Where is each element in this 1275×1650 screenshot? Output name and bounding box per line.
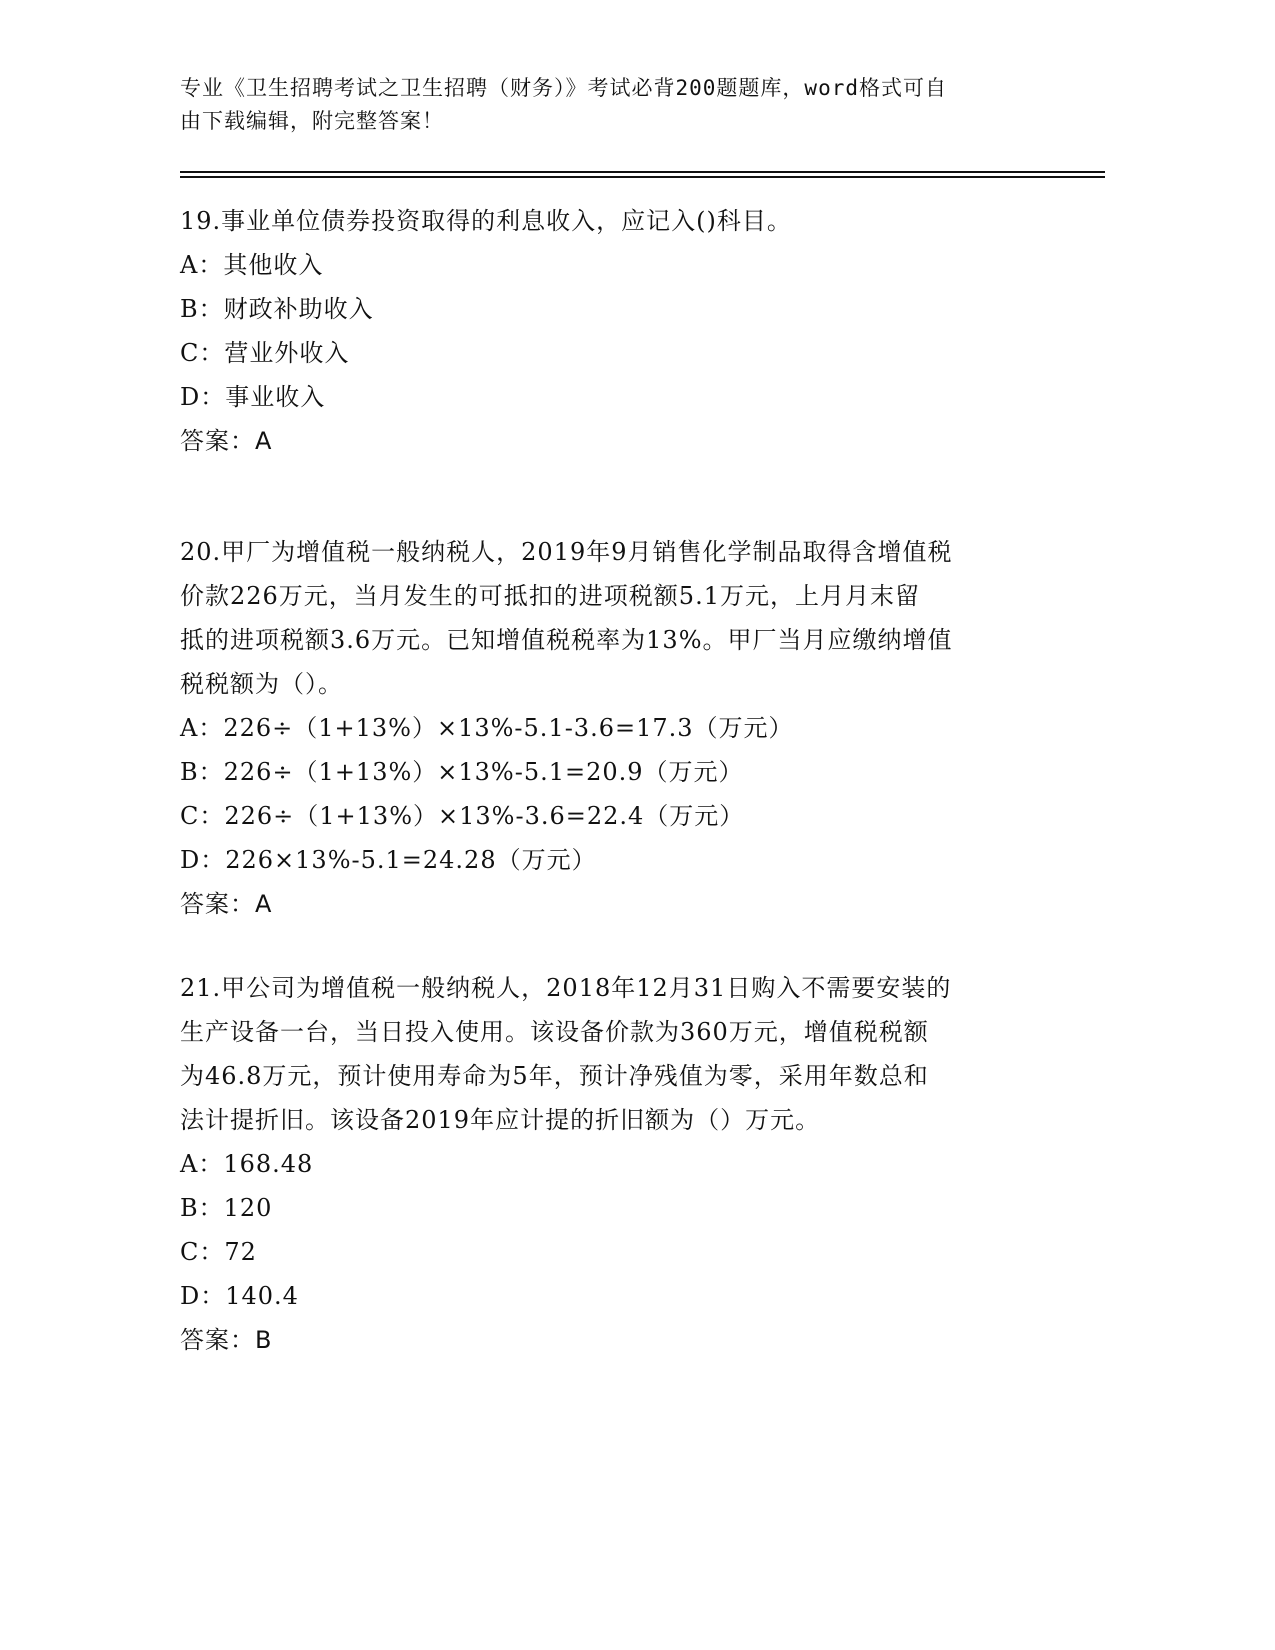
option-a: A：226÷（1+13%）×13%-5.1-3.6=17.3（万元）	[180, 714, 794, 742]
header-line: 由下载编辑，附完整答案！	[180, 109, 444, 133]
question-stem: 税税额为（）。	[180, 670, 343, 698]
header-divider-top	[180, 171, 1105, 173]
question-stem: 为46.8万元，预计使用寿命为5年，预计净残值为零，采用年数总和	[180, 1062, 929, 1090]
question-stem: 生产设备一台，当日投入使用。该设备价款为360万元，增值税税额	[180, 1018, 929, 1046]
answer-line: 答案：B	[180, 1326, 273, 1354]
answer-line: 答案：A	[180, 427, 273, 455]
question-20	[180, 530, 1040, 926]
document-header	[180, 72, 1050, 138]
option-b: B：财政补助收入	[180, 295, 374, 323]
option-d: D：事业收入	[180, 383, 326, 411]
question-stem: 法计提折旧。该设备2019年应计提的折旧额为（）万元。	[180, 1106, 821, 1134]
question-stem: 21.甲公司为增值税一般纳税人，2018年12月31日购入不需要安装的	[180, 974, 952, 1002]
header-divider-bottom	[180, 176, 1105, 178]
option-c: C：226÷（1+13%）×13%-3.6=22.4（万元）	[180, 802, 745, 830]
option-c: C：72	[180, 1238, 257, 1266]
header-line: 专业《卫生招聘考试之卫生招聘（财务）》考试必背200题题库，word格式可自	[180, 76, 947, 100]
question-stem: 20.甲厂为增值税一般纳税人，2019年9月销售化学制品取得含增值税	[180, 538, 953, 566]
option-a: A：其他收入	[180, 251, 324, 279]
option-c: C：营业外收入	[180, 339, 350, 367]
option-b: B：226÷（1+13%）×13%-5.1=20.9（万元）	[180, 758, 744, 786]
option-d: D：140.4	[180, 1282, 299, 1310]
question-stem: 抵的进项税额3.6万元。已知增值税税率为13%。甲厂当月应缴纳增值	[180, 626, 953, 654]
option-a: A：168.48	[180, 1150, 314, 1178]
question-19	[180, 199, 1040, 463]
answer-line: 答案：A	[180, 890, 273, 918]
question-stem: 19.事业单位债券投资取得的利息收入，应记入()科目。	[180, 207, 792, 235]
question-stem: 价款226万元，当月发生的可抵扣的进项税额5.1万元，上月月末留	[180, 582, 920, 610]
option-d: D：226×13%-5.1=24.28（万元）	[180, 846, 597, 874]
option-b: B：120	[180, 1194, 273, 1222]
question-21	[180, 966, 1040, 1362]
